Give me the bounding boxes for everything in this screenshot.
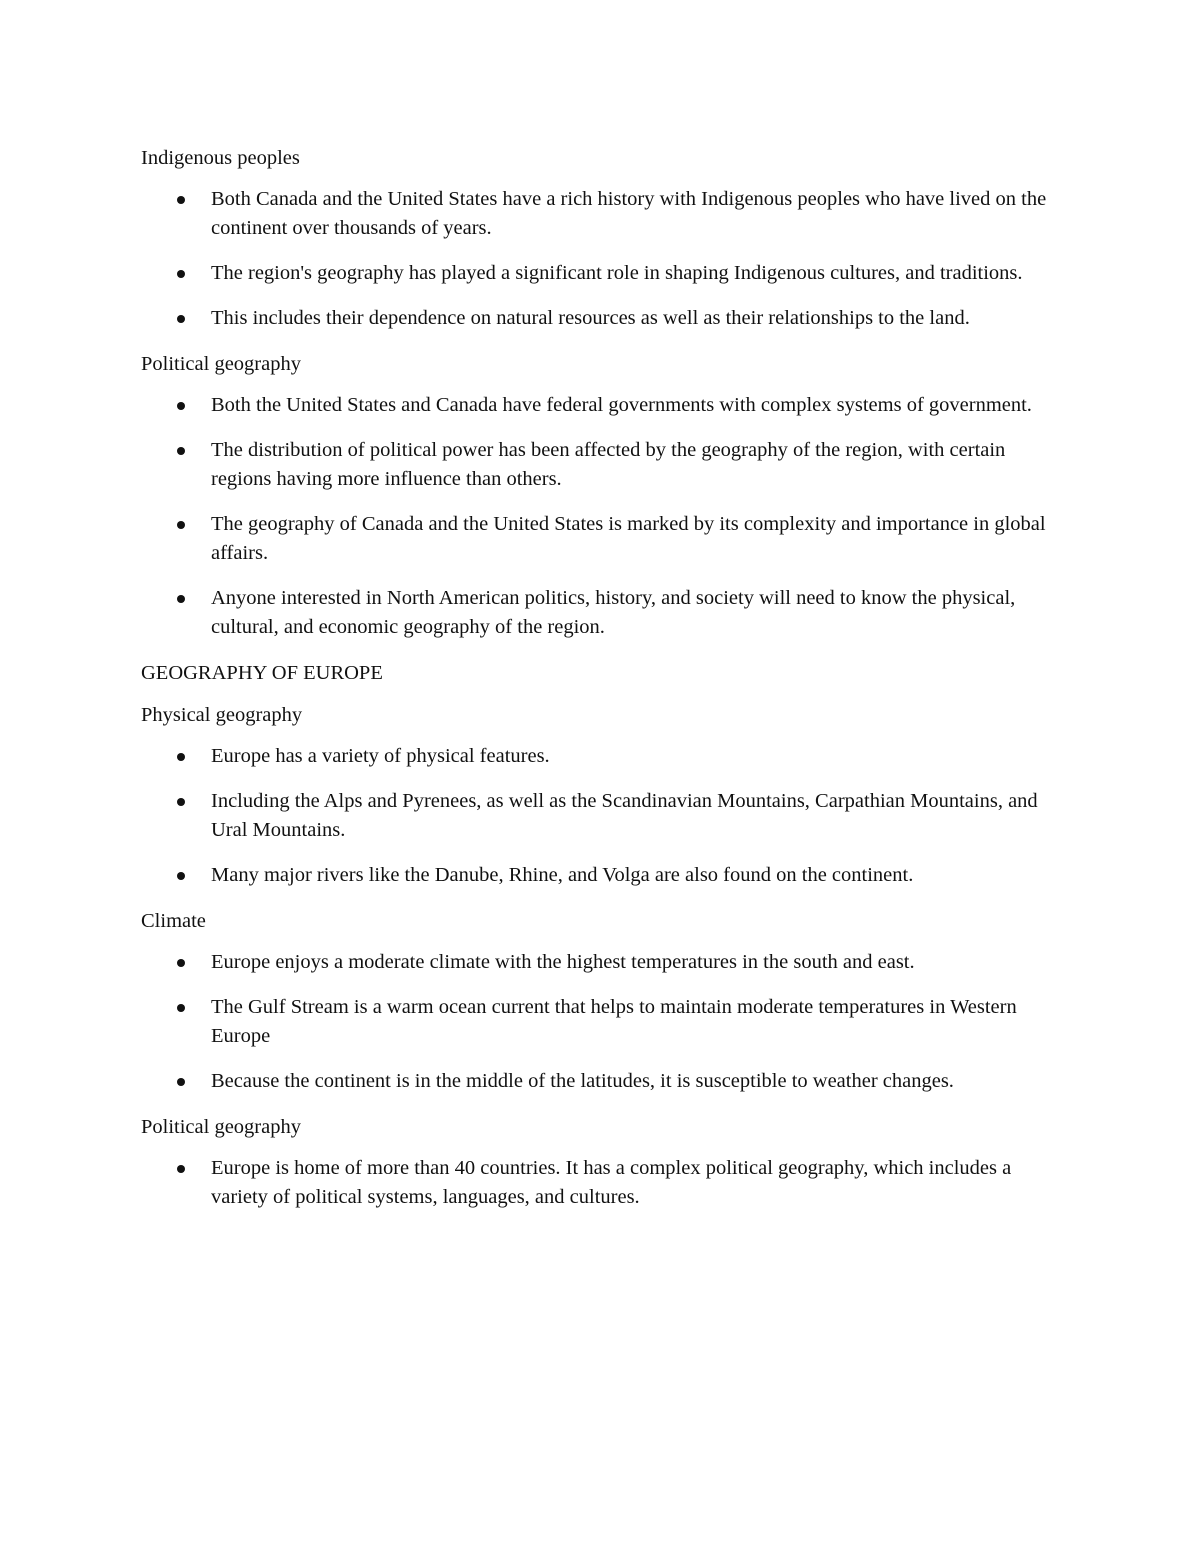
list-item <box>141 391 1061 420</box>
bullet-icon <box>177 753 185 761</box>
bullet-icon <box>177 959 185 967</box>
bullet-icon <box>177 1004 185 1012</box>
list-item <box>141 510 1061 568</box>
bullet-list-indigenous-peoples <box>141 185 1061 333</box>
bullet-list-climate <box>141 948 1061 1096</box>
list-item <box>141 304 1061 333</box>
list-item-text: Europe is home of more than 40 countries. It has a complex political geography, which includes a variety of political systems, languages, and cultures. <box>211 1157 1012 1208</box>
bullet-list-physical-geography <box>141 742 1061 890</box>
bullet-list-political-geography-europe <box>141 1154 1061 1212</box>
bullet-icon <box>177 270 185 278</box>
list-item-text: The region's geography has played a significant role in shaping Indigenous cultures, and traditions. <box>211 262 1023 284</box>
list-item <box>141 742 1061 771</box>
bullet-icon <box>177 521 185 529</box>
list-item <box>141 787 1061 845</box>
list-item-text: Because the continent is in the middle of the latitudes, it is susceptible to weather changes. <box>211 1070 954 1092</box>
section-heading-physical-geography: Physical geography <box>141 704 303 726</box>
list-item <box>141 185 1061 243</box>
list-item-text: Both the United States and Canada have federal governments with complex systems of government. <box>211 394 1032 416</box>
list-item <box>141 436 1061 494</box>
list-item <box>141 1154 1061 1212</box>
list-item-text: Europe enjoys a moderate climate with the highest temperatures in the south and east. <box>211 951 915 973</box>
bullet-icon <box>177 402 185 410</box>
section-heading-political-geography: Political geography <box>141 353 301 375</box>
list-item <box>141 584 1061 642</box>
list-item-text: Both Canada and the United States have a rich history with Indigenous peoples who have lived on the continent over thousands of years. <box>211 188 1047 239</box>
document-page <box>141 140 1061 1228</box>
list-item-text: The distribution of political power has been affected by the geography of the region, with certain regions having more influence than others. <box>211 439 1006 490</box>
list-item <box>141 861 1061 890</box>
bullet-icon <box>177 1078 185 1086</box>
list-item-text: Europe has a variety of physical features. <box>211 745 550 767</box>
section-heading-climate: Climate <box>141 910 206 932</box>
list-item-text: Anyone interested in North American politics, history, and society will need to know the physical, cultural, and economic geography of the region. <box>211 587 1016 638</box>
list-item-text: Including the Alps and Pyrenees, as well as the Scandinavian Mountains, Carpathian Mountains, and Ural Mountains. <box>211 790 1038 841</box>
bullet-icon <box>177 798 185 806</box>
list-item <box>141 1067 1061 1096</box>
list-item <box>141 993 1061 1051</box>
bullet-icon <box>177 447 185 455</box>
section-heading-geography-of-europe: GEOGRAPHY OF EUROPE <box>141 662 383 684</box>
bullet-icon <box>177 595 185 603</box>
bullet-icon <box>177 872 185 880</box>
section-heading-indigenous-peoples: Indigenous peoples <box>141 147 300 169</box>
bullet-icon <box>177 1165 185 1173</box>
list-item <box>141 948 1061 977</box>
list-item <box>141 259 1061 288</box>
list-item-text: Many major rivers like the Danube, Rhine, and Volga are also found on the continent. <box>211 864 914 886</box>
bullet-icon <box>177 196 185 204</box>
list-item-text: This includes their dependence on natural resources as well as their relationships to the land. <box>211 307 970 329</box>
list-item-text: The Gulf Stream is a warm ocean current that helps to maintain moderate temperatures in Western Europe <box>211 996 1017 1047</box>
section-heading-political-geography-europe: Political geography <box>141 1116 301 1138</box>
bullet-list-political-geography <box>141 391 1061 642</box>
list-item-text: The geography of Canada and the United States is marked by its complexity and importance in global affairs. <box>211 513 1046 564</box>
bullet-icon <box>177 315 185 323</box>
